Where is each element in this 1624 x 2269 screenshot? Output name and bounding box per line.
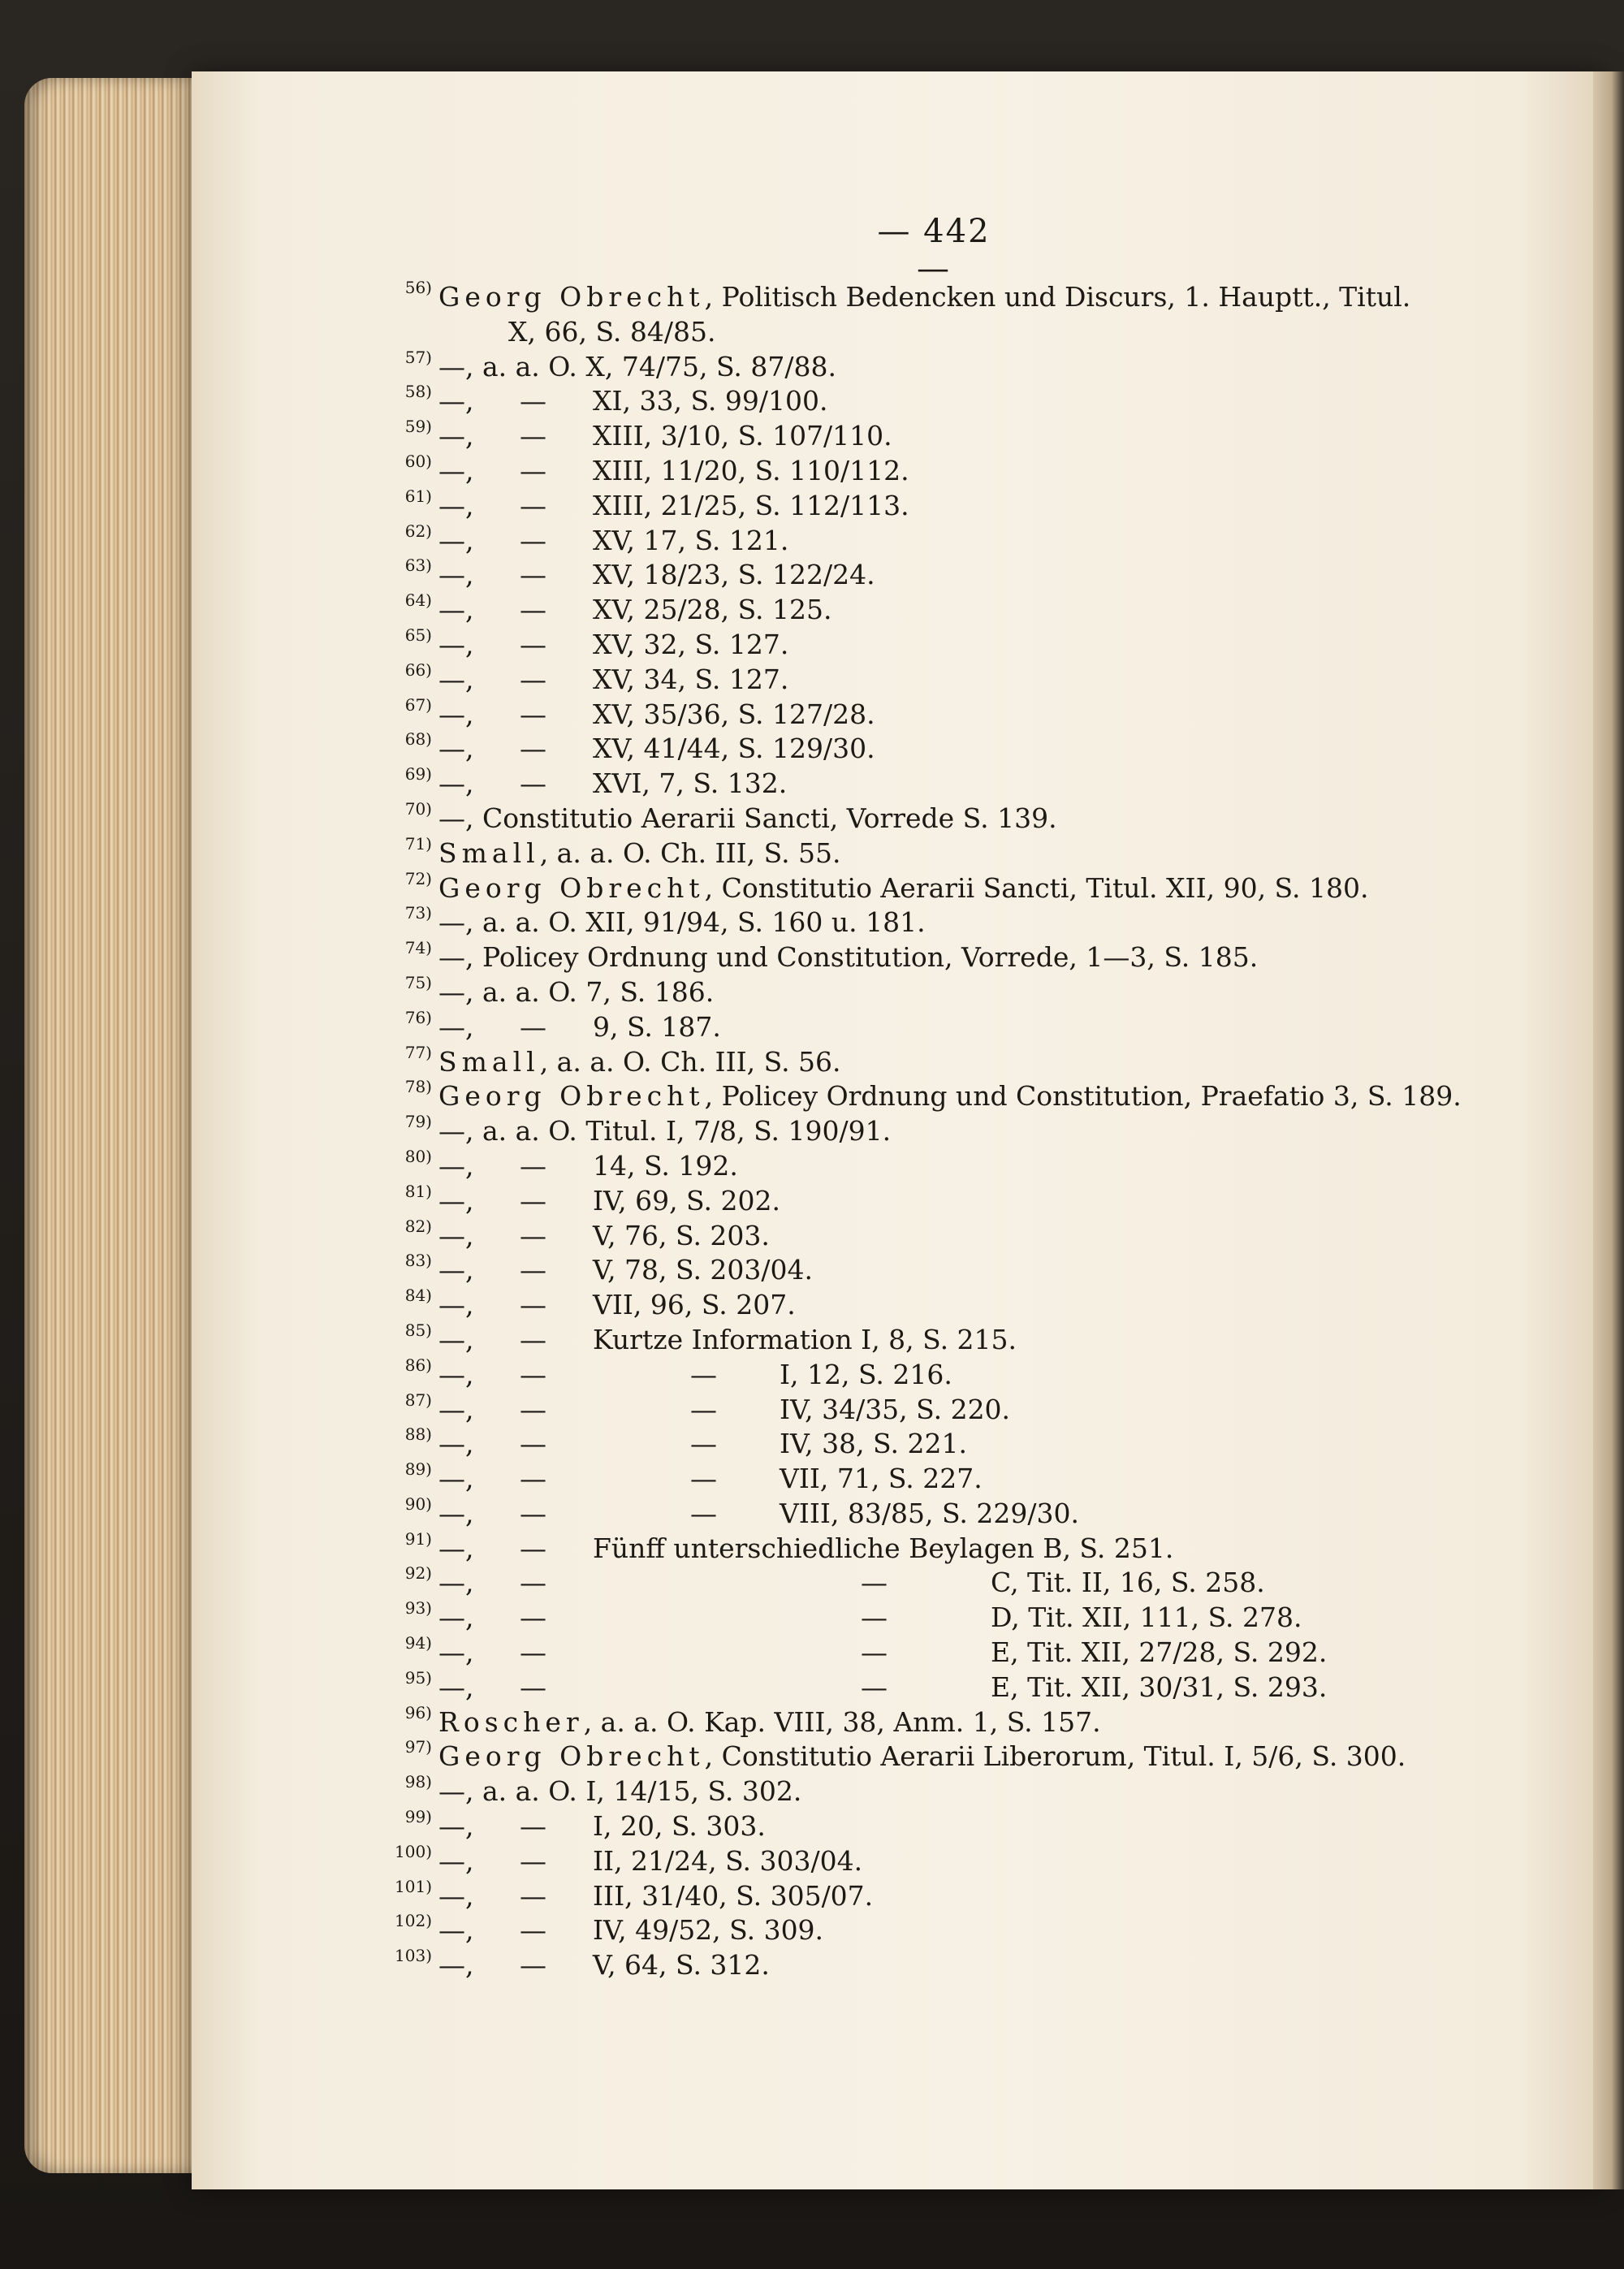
dash-mark: —, [438, 733, 474, 765]
ditto-mark: — [690, 1393, 717, 1425]
footnote-number: 85) [404, 1320, 432, 1340]
ditto-mark: — [520, 1844, 546, 1877]
footnote-number: 100) [395, 1841, 432, 1861]
footnote-number: 91) [404, 1528, 432, 1549]
footnote-text: , a. a. O. Kap. VIII, 38, Anm. 1, S. 157. [583, 1705, 1101, 1738]
footnote-continuation: X, 66, S. 84/85. [508, 315, 716, 348]
footnote-text: —, a. a. O. Titul. I, 7/8, S. 190/91. [438, 1115, 892, 1147]
footnote-line [404, 1320, 1486, 1358]
dash-mark: —, [438, 767, 474, 800]
footnote-reference: E, Tit. XII, 27/28, S. 292. [991, 1636, 1328, 1669]
dash-mark: —, [438, 1184, 474, 1217]
ditto-mark: — [520, 385, 546, 417]
footnote-line [404, 417, 1486, 454]
footnote-number: 97) [404, 1737, 432, 1757]
footnote-reference: XV, 35/36, S. 127/28. [593, 698, 875, 730]
footnote-line [404, 1424, 1486, 1462]
footnote-line [404, 555, 1486, 593]
footnote-line [404, 625, 1486, 663]
ditto-mark: — [520, 1914, 546, 1947]
dash-mark: —, [438, 1914, 474, 1947]
footnote-text: , a. a. O. Ch. III, S. 55. [539, 836, 841, 869]
footnote-number: 76) [404, 1007, 432, 1027]
footnote-number: 69) [404, 764, 432, 784]
footnote-line [404, 1633, 1486, 1670]
ditto-mark: — [520, 1219, 546, 1251]
dash-mark: —, [438, 1393, 474, 1425]
footnote-line [404, 764, 1486, 802]
footnote-line [404, 1772, 1486, 1809]
footnote-text: , Constitutio Aerarii Sancti, Titul. XII, 90, S. 180. [704, 871, 1369, 904]
dash-mark: —, [438, 1810, 474, 1843]
ditto-mark: — [861, 1567, 888, 1599]
footnote-number: 101) [395, 1876, 432, 1896]
footnote-reference: XIII, 21/25, S. 112/113. [593, 489, 909, 521]
footnote-reference: Fünff unterschiedliche Beylagen B, S. 251. [593, 1532, 1174, 1564]
footnote-reference: VII, 71, S. 227. [780, 1463, 983, 1495]
footnote-line [404, 1737, 1486, 1774]
footnote-line [404, 1667, 1486, 1705]
ditto-mark: — [520, 1601, 546, 1634]
ditto-mark: — [690, 1463, 717, 1495]
footnote-reference: C, Tit. II, 16, S. 258. [991, 1567, 1265, 1599]
footnote-line [404, 1042, 1486, 1080]
footnote-line [404, 521, 1486, 559]
footnote-line [404, 833, 1486, 871]
ditto-mark: — [520, 698, 546, 730]
next-page-edge [1593, 71, 1624, 2189]
footnote-author: Georg Obrecht [438, 871, 705, 904]
footnote-reference: XVI, 7, S. 132. [593, 767, 788, 800]
footnote-text: —, a. a. O. 7, S. 186. [438, 975, 715, 1008]
dash-mark: —, [438, 559, 474, 591]
footnote-reference: II, 21/24, S. 303/04. [593, 1844, 863, 1877]
page-number: — 442 — [877, 213, 991, 287]
footnote-text: , Policey Ordnung und Constitution, Praefatio 3, S. 189. [704, 1080, 1462, 1113]
dash-mark: —, [438, 1219, 474, 1251]
footnote-reference: IV, 49/52, S. 309. [593, 1914, 824, 1947]
ditto-mark: — [520, 1358, 546, 1390]
dash-mark: —, [438, 1532, 474, 1564]
footnote-line [404, 1702, 1486, 1740]
ditto-mark: — [690, 1358, 717, 1390]
dash-mark: —, [438, 1670, 474, 1703]
footnote-text: —, a. a. O. X, 74/75, S. 87/88. [438, 350, 836, 382]
footnote-author: Small [438, 1045, 540, 1078]
footnote-line [404, 1355, 1486, 1393]
footnote-line [404, 1459, 1486, 1497]
footnote-number: 80) [404, 1146, 432, 1166]
dash-mark: —, [438, 1010, 474, 1043]
ditto-mark: — [520, 1184, 546, 1217]
footnote-reference: XV, 17, S. 121. [593, 524, 789, 556]
footnote-reference: 14, S. 192. [593, 1149, 738, 1182]
footnote-line [404, 1146, 1486, 1184]
ditto-mark: — [520, 1149, 546, 1182]
footnote-number: 65) [404, 625, 432, 645]
footnote-reference: D, Tit. XII, 111, S. 278. [991, 1601, 1302, 1634]
footnote-number: 92) [404, 1563, 432, 1584]
dash-mark: —, [438, 454, 474, 486]
ditto-mark: — [690, 1497, 717, 1529]
ditto-mark: — [520, 1289, 546, 1321]
dash-mark: —, [438, 489, 474, 521]
footnote-number: 74) [404, 938, 432, 958]
footnote-reference: XIII, 3/10, S. 107/110. [593, 420, 892, 452]
book-page-edges [24, 78, 195, 2173]
footnote-reference: VIII, 83/85, S. 229/30. [780, 1497, 1079, 1529]
footnote-reference: XV, 18/23, S. 122/24. [593, 559, 875, 591]
footnote-number: 81) [404, 1181, 432, 1201]
dash-mark: —, [438, 1567, 474, 1599]
footnote-number: 96) [404, 1702, 432, 1722]
footnote-text: , Politisch Bedencken und Discurs, 1. Hauptt., Titul. [704, 281, 1411, 313]
dash-mark: —, [438, 663, 474, 695]
footnote-reference: XV, 25/28, S. 125. [593, 594, 832, 626]
footnote-number: 94) [404, 1633, 432, 1653]
ditto-mark: — [520, 1497, 546, 1529]
footnote-line [404, 1528, 1486, 1567]
footnote-number: 90) [404, 1493, 432, 1514]
dash-mark: —, [438, 1358, 474, 1390]
dash-mark: —, [438, 524, 474, 556]
footnote-line [395, 1841, 1486, 1879]
footnote-reference: XI, 33, S. 99/100. [593, 385, 828, 417]
ditto-mark: — [520, 1393, 546, 1425]
footnote-line [404, 972, 1486, 1010]
footnote-reference: V, 76, S. 203. [593, 1219, 770, 1251]
footnote-text: —, a. a. O. XII, 91/94, S. 160 u. 181. [438, 906, 926, 939]
dash-mark: —, [438, 594, 474, 626]
footnote-reference: 9, S. 187. [593, 1010, 721, 1043]
footnote-text: —, Constitutio Aerarii Sancti, Vorrede S. 139. [438, 802, 1057, 834]
footnote-number: 56) [404, 278, 432, 297]
ditto-mark: — [520, 663, 546, 695]
footnote-text: —, a. a. O. I, 14/15, S. 302. [438, 1775, 802, 1808]
footnote-line [404, 486, 1486, 524]
footnote-number: 88) [404, 1424, 432, 1445]
footnote-line [404, 1389, 1486, 1428]
ditto-mark: — [520, 1567, 546, 1599]
footnote-reference: IV, 69, S. 202. [593, 1184, 780, 1217]
footnote-number: 59) [404, 417, 432, 437]
footnote-number: 68) [404, 729, 432, 750]
ditto-mark: — [690, 1428, 717, 1460]
footnote-reference: V, 78, S. 203/04. [593, 1254, 814, 1286]
footnote-number: 102) [395, 1911, 432, 1931]
footnote-number: 78) [404, 1077, 432, 1097]
footnote-reference: III, 31/40, S. 305/07. [593, 1879, 874, 1912]
footnote-number: 86) [404, 1355, 432, 1375]
ditto-mark: — [861, 1601, 888, 1634]
ditto-mark: — [520, 733, 546, 765]
footnote-author: Georg Obrecht [438, 1080, 705, 1113]
ditto-mark: — [520, 559, 546, 591]
footnote-line [404, 1077, 1486, 1114]
ditto-mark: — [520, 1323, 546, 1355]
footnote-reference: XV, 41/44, S. 129/30. [593, 733, 875, 765]
footnote-line [404, 1112, 1486, 1149]
footnote-number: 89) [404, 1459, 432, 1480]
ditto-mark: — [520, 489, 546, 521]
ditto-mark: — [520, 420, 546, 452]
footnote-line [404, 278, 1486, 315]
footnote-line [404, 1181, 1486, 1219]
ditto-mark: — [520, 1636, 546, 1669]
ditto-mark: — [520, 628, 546, 660]
footnote-line [404, 694, 1486, 733]
footnote-reference: XIII, 11/20, S. 110/112. [593, 454, 909, 486]
footnote-number: 95) [404, 1667, 432, 1688]
dash-mark: —, [438, 385, 474, 417]
footnote-reference: XV, 34, S. 127. [593, 663, 789, 695]
footnote-reference: XV, 32, S. 127. [593, 628, 789, 660]
footnote-number: 60) [404, 451, 432, 471]
footnote-line [404, 1286, 1486, 1323]
ditto-mark: — [520, 1949, 546, 1982]
ditto-mark: — [520, 1670, 546, 1703]
footnote-line [395, 1876, 1486, 1914]
footnote-reference: Kurtze Information I, 8, S. 215. [593, 1323, 1017, 1355]
dash-mark: —, [438, 1844, 474, 1877]
dash-mark: —, [438, 1601, 474, 1634]
footnote-line [404, 451, 1486, 489]
dash-mark: —, [438, 1254, 474, 1286]
footnote-reference: VII, 96, S. 207. [593, 1289, 796, 1321]
ditto-mark: — [861, 1670, 888, 1703]
footnote-number: 73) [404, 903, 432, 923]
footnote-line [404, 729, 1486, 767]
ditto-mark: — [861, 1636, 888, 1669]
footnote-line [404, 798, 1486, 836]
footnote-reference: V, 64, S. 312. [593, 1949, 770, 1982]
dash-mark: —, [438, 698, 474, 730]
footnote-reference: IV, 34/35, S. 220. [780, 1393, 1011, 1425]
footnote-number: 103) [395, 1946, 432, 1966]
footnote-line [404, 1563, 1486, 1601]
footnote-number: 71) [404, 833, 432, 854]
footnote-number: 98) [404, 1772, 432, 1792]
footnote-line [404, 1493, 1486, 1532]
footnote-number: 63) [404, 555, 432, 576]
ditto-mark: — [520, 1532, 546, 1564]
footnote-text: , a. a. O. Ch. III, S. 56. [539, 1045, 841, 1078]
dash-mark: —, [438, 1428, 474, 1460]
footnote-line [404, 1598, 1486, 1636]
footnote-line [404, 347, 1486, 385]
ditto-mark: — [520, 454, 546, 486]
footnote-number: 64) [404, 590, 432, 611]
footnote-reference: I, 20, S. 303. [593, 1810, 766, 1843]
footnote-line [404, 590, 1486, 628]
footnote-author: Small [438, 836, 540, 869]
dash-mark: —, [438, 1949, 474, 1982]
dash-mark: —, [438, 1497, 474, 1529]
dash-mark: —, [438, 1149, 474, 1182]
footnote-line [404, 1216, 1486, 1254]
dash-mark: —, [438, 420, 474, 452]
footnote-number: 79) [404, 1112, 432, 1132]
footnote-number: 83) [404, 1251, 432, 1271]
footnote-number: 87) [404, 1389, 432, 1410]
footnote-text: —, Policey Ordnung und Constitution, Vorrede, 1—3, S. 185. [438, 941, 1259, 974]
ditto-mark: — [520, 1428, 546, 1460]
footnote-number: 57) [404, 347, 432, 367]
footnote-reference: IV, 38, S. 221. [780, 1428, 967, 1460]
footnote-number: 70) [404, 798, 432, 819]
footnote-line [404, 1251, 1486, 1288]
ditto-mark: — [520, 767, 546, 800]
footnote-number: 77) [404, 1042, 432, 1062]
dash-mark: —, [438, 1289, 474, 1321]
footnote-number: 66) [404, 659, 432, 680]
footnote-reference: E, Tit. XII, 30/31, S. 293. [991, 1670, 1328, 1703]
footnote-number: 82) [404, 1216, 432, 1236]
dash-mark: —, [438, 1636, 474, 1669]
dash-mark: —, [438, 1463, 474, 1495]
footnote-line [404, 659, 1486, 698]
dash-mark: —, [438, 628, 474, 660]
footnote-number: 84) [404, 1286, 432, 1306]
ditto-mark: — [520, 594, 546, 626]
footnote-line [404, 382, 1486, 419]
footnote-number: 58) [404, 382, 432, 402]
footnote-number: 61) [404, 486, 432, 506]
dash-mark: —, [438, 1879, 474, 1912]
footnote-line [395, 1911, 1486, 1948]
footnote-number: 72) [404, 868, 432, 888]
footnote-line [404, 868, 1486, 906]
footnote-line [404, 938, 1486, 975]
footnote-number: 67) [404, 694, 432, 715]
footnote-line [404, 1007, 1486, 1045]
footnote-reference: I, 12, S. 216. [780, 1358, 952, 1390]
footnote-list [395, 278, 1486, 1983]
footnote-line [404, 1807, 1486, 1844]
dash-mark: —, [438, 1323, 474, 1355]
ditto-mark: — [520, 1810, 546, 1843]
footnote-number: 75) [404, 972, 432, 992]
ditto-mark: — [520, 524, 546, 556]
footnote-author: Roscher [438, 1705, 584, 1738]
footnote-author: Georg Obrecht [438, 1740, 705, 1773]
footnote-author: Georg Obrecht [438, 281, 705, 313]
footnote-line [395, 1946, 1486, 1983]
ditto-mark: — [520, 1254, 546, 1286]
footnote-number: 99) [404, 1807, 432, 1827]
footnote-number: 62) [404, 521, 432, 541]
footnote-number: 93) [404, 1598, 432, 1619]
ditto-mark: — [520, 1879, 546, 1912]
ditto-mark: — [520, 1010, 546, 1043]
footnote-text: , Constitutio Aerarii Liberorum, Titul. I, 5/6, S. 300. [704, 1740, 1406, 1773]
footnote-line [404, 903, 1486, 940]
ditto-mark: — [520, 1463, 546, 1495]
